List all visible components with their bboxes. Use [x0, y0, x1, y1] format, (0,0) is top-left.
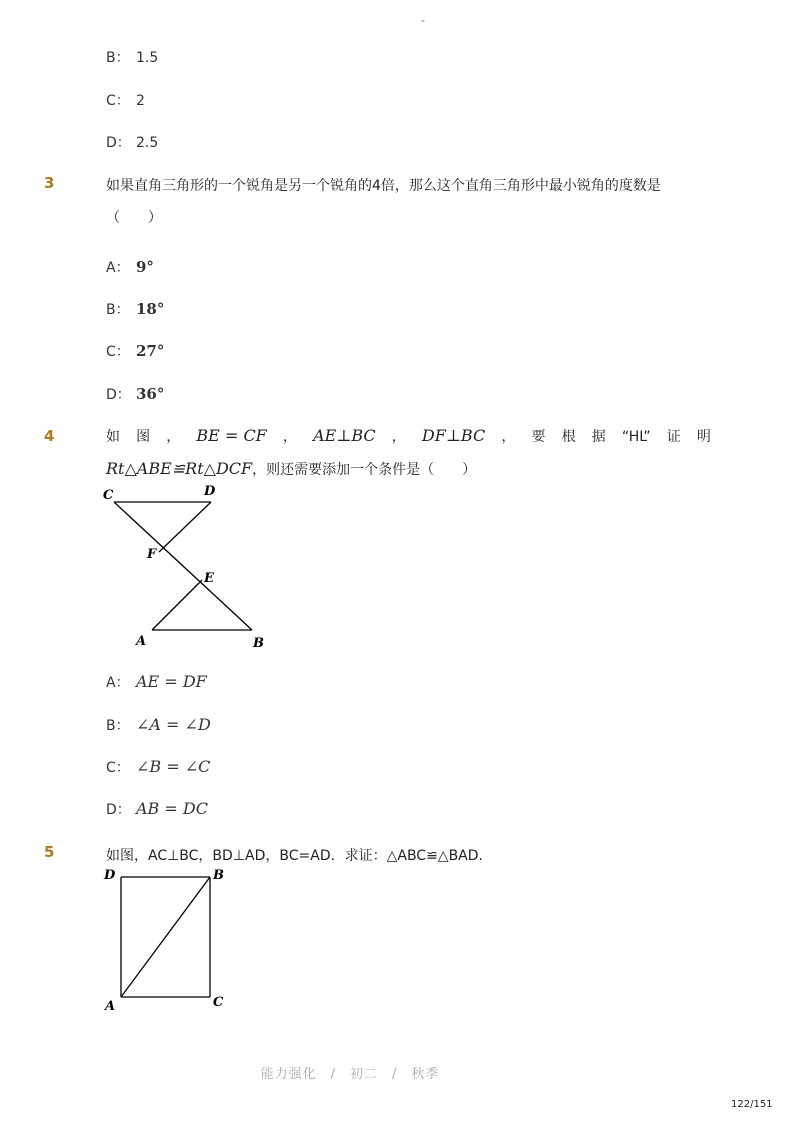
q4-word: ， — [391, 429, 406, 445]
option-value: ∠B = ∠C — [136, 757, 211, 776]
q3-text-line1: 如果直角三角形的一个锐角是另一个锐角的4倍，那么这个直角三角形中最小锐角的度数是 — [106, 178, 661, 194]
page-footer: 能力强化 / 初二 / 秋季 — [260, 1067, 440, 1082]
label-b: B — [253, 636, 264, 651]
q4-word: ， — [501, 429, 516, 445]
q4-math-df-bc: DF⊥BC — [421, 426, 486, 445]
q4-math-congruence: Rt△ABE≌Rt△DCF — [106, 459, 253, 478]
option-label: B： — [106, 50, 130, 66]
option-label: D： — [106, 802, 131, 818]
q4-option-b — [106, 715, 211, 735]
label-c: C — [103, 488, 114, 503]
option-label: D： — [106, 387, 131, 403]
q3-option-b — [106, 299, 164, 319]
option-value: AB = DC — [136, 799, 208, 818]
q4-text-line2 — [106, 459, 476, 479]
segment-cb — [114, 502, 252, 630]
label-d: D — [204, 484, 216, 499]
segment-ae — [152, 580, 202, 630]
q3-option-c — [106, 341, 164, 361]
label-f: F — [147, 547, 157, 562]
q3-text-line2: （ ） — [106, 210, 162, 226]
option-label: C： — [106, 344, 130, 360]
q2-option-b — [106, 47, 158, 67]
option-label: A： — [106, 260, 130, 276]
q4-word: 要 — [531, 429, 546, 445]
q3-number: 3 — [44, 174, 55, 192]
option-label: B： — [106, 302, 130, 318]
q4-option-a — [106, 672, 207, 692]
q4-option-c — [106, 757, 210, 777]
q5-text: 如图，AC⊥BC，BD⊥AD，BC=AD．求证：△ABC≌△BAD． — [106, 848, 493, 864]
q4-word: 图 — [136, 429, 151, 445]
q4-word: 明 — [696, 429, 711, 445]
label-d: D — [104, 868, 116, 883]
option-value: AE = DF — [136, 672, 207, 691]
label-b: B — [213, 868, 224, 883]
segment-ab — [121, 877, 210, 997]
q4-number: 4 — [44, 427, 55, 445]
option-value: ∠A = ∠D — [136, 715, 211, 734]
q4-word: 根 — [561, 429, 576, 445]
option-value: 9° — [136, 258, 154, 276]
header-mark: - — [421, 14, 425, 27]
q4-word: 如 — [106, 429, 120, 445]
q2-option-c — [106, 90, 145, 110]
option-label: C： — [106, 93, 130, 109]
q3-option-a — [106, 257, 154, 277]
q3-option-d — [106, 384, 164, 404]
option-label: A： — [106, 675, 130, 691]
q4-figure — [100, 482, 280, 652]
label-e: E — [204, 571, 214, 586]
q4-word: ， — [282, 429, 297, 445]
q4-math-be-cf: BE = CF — [196, 426, 267, 445]
option-label: C： — [106, 760, 130, 776]
q2-option-d — [106, 132, 158, 152]
label-a: A — [136, 634, 147, 649]
label-a: A — [105, 999, 116, 1014]
option-value: 27° — [136, 342, 165, 360]
q4-option-d — [106, 799, 208, 819]
q5-number: 5 — [44, 843, 55, 861]
option-label: D： — [106, 135, 131, 151]
option-value: 18° — [136, 300, 165, 318]
option-value: 2.5 — [136, 135, 159, 151]
option-value: 2 — [136, 93, 145, 109]
q4-word: ， — [166, 429, 181, 445]
q4-text-line1 — [106, 426, 711, 446]
label-c: C — [213, 995, 224, 1010]
option-label: B： — [106, 718, 130, 734]
q4-word: “HL” — [621, 429, 651, 445]
q4-word: 据 — [591, 429, 606, 445]
q4-word: 证 — [666, 429, 681, 445]
segment-df — [159, 502, 211, 552]
option-value: 36° — [136, 385, 165, 403]
q5-figure — [100, 864, 240, 1014]
q4-math-ae-bc: AE⊥BC — [313, 426, 376, 445]
option-value: 1.5 — [136, 50, 159, 66]
page-number: 122/151 — [731, 1099, 773, 1110]
q4-text-tail: ，则还需要添加一个条件是（ ） — [252, 462, 477, 478]
